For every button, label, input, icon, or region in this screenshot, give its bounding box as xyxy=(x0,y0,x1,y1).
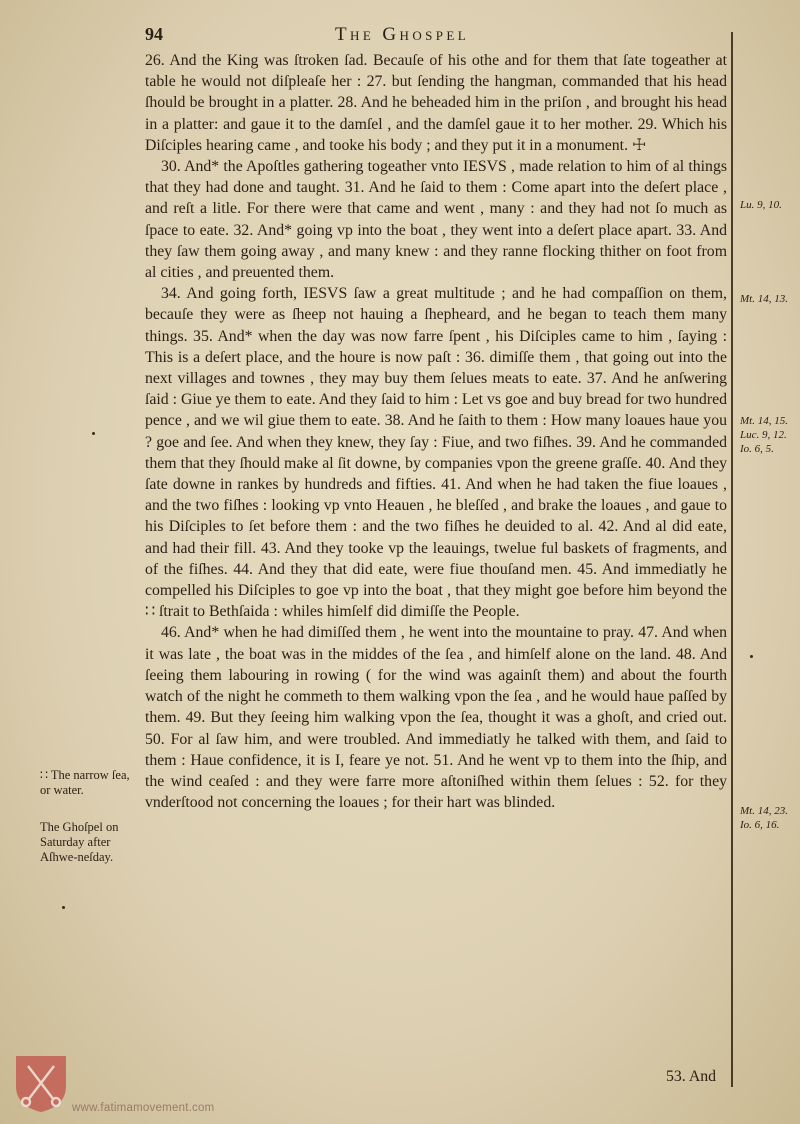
right-margin-note-1: Lu. 9, 10. xyxy=(740,199,782,211)
right-margin-note-3: Mt. 14, 15. Luc. 9, 12. Io. 6, 5. xyxy=(740,415,788,455)
right-margin-note-2: Mt. 14, 13. xyxy=(740,293,788,305)
right-margin-note-4: Mt. 14, 23. Io. 6, 16. xyxy=(740,805,788,831)
ink-speck xyxy=(750,655,753,658)
left-margin-gloss: ∷ The narrow ſea, or water. xyxy=(40,768,130,797)
watermark: www.fatimamovement.com xyxy=(72,1102,215,1114)
paragraph-4: 46. And* when he had dimiſſed them , he went into the mountaine to pray. 47. And when it was late , the boat was in the middes of the ſea , and himſelf alone on the land. 48. And ſeeing them labouring in rowing ( for the wind was againſt them) and about the fourth watch of the night he commeth to them walking vpon the ſea , and he would haue paſſed by them. 49. But they ſeeing him walking vpon the ſea, thought it was a ghoſt, and cried out. 50. For al ſaw him, and were troubled. And immediatly he talked with them, and ſaid to them : Haue confidence, it is I, feare ye not. 51. And he went vp to them into the ſhip, and the wind ceaſed : and they were farre more aſtoniſhed within them ſelues : 52. for they vnderſtood not concerning the loaues ; for their hart was blinded. xyxy=(145,624,727,812)
ink-speck xyxy=(62,906,65,909)
papal-keys-logo xyxy=(12,1052,70,1114)
catchword: 53. And xyxy=(666,1068,717,1085)
paragraph-2: 30. And* the Apoſtles gathering togeather vnto IESVS , made relation to him of al things that they had done and taught. 31. And he ſaid to them : Come apart into the deſert place , and reſt a litle. For there were that came and went , many : and they had not ſo much as ſpace to eate. 32. And* going vp into the boat , they went into a deſert place apart. 33. And they ſaw them going away , and many knew : and they ranne flocking thither on foot from al cities , and preuented them. xyxy=(145,158,727,282)
margin-rule xyxy=(731,32,733,1087)
main-text xyxy=(145,50,727,813)
paragraph-1: 26. And the King was ſtroken ſad. Becauſe of his othe and for them that ſate togeather at table he would not diſpleaſe her : 27. but ſending the hangman, commanded that his head ſhould be brought in a platter. 28. And he beheaded him in the priſon , and brought his head in a platter: and gaue it to the damſel , and the damſel gaue it to her mother. 29. Which his Diſciples hearing came , and tooke his body ; and they put it in a monument. ☩ xyxy=(145,52,727,154)
ink-speck xyxy=(92,432,95,435)
left-margin-lesson: The Ghoſpel on Saturday after Aſhwe-neſday. xyxy=(40,820,119,864)
running-title: The Ghospel xyxy=(335,24,470,45)
paragraph-3: 34. And going forth, IESVS ſaw a great multitude ; and he had compaſſion on them, becauſe they were as ſheep not hauing a ſhepheard, and he began to teach them many things. 35. And* when the day was now farre ſpent , his Diſciples came to him , ſaying : This is a deſert place, and the houre is now paſt : 36. dimiſſe them , that going out into the next villages and townes , they may buy them ſelues meats to eate. 37. And he anſwering ſaid : Giue ye them to eate. And they ſaid to him : Let vs goe and buy bread for two hundred pence , and we wil giue them to eate. 38. And he ſaith to them : How many loaues haue you ? goe and ſee. And when they knew, they ſay : Fiue, and two fiſhes. 39. And he commanded them that they ſhould make al ſit downe, by companies vpon the greene graſſe. 40. And they ſate downe in rankes by hundreds and fifties. 41. And when he had taken the fiue loaues , and the two fiſhes : looking vp vnto Heauen , he bleſſed , and brake the loaues , and gaue to his Diſciples to ſet before them : and the two fiſhes he deuided to al. 42. And al did eate, and had their fill. 43. And they tooke vp the leauings, twelue ful baskets of fragments, and of the fiſhes. 44. And they that did eate, were fiue thouſand men. 45. And immediatly he compelled his Diſciples to goe vp into the boat , that they might goe before him beyond the ∷ ſtrait to Bethſaida : whiles himſelf did dimiſſe the People. xyxy=(145,285,727,621)
page-header xyxy=(145,24,725,50)
page-number: 94 xyxy=(145,24,163,44)
